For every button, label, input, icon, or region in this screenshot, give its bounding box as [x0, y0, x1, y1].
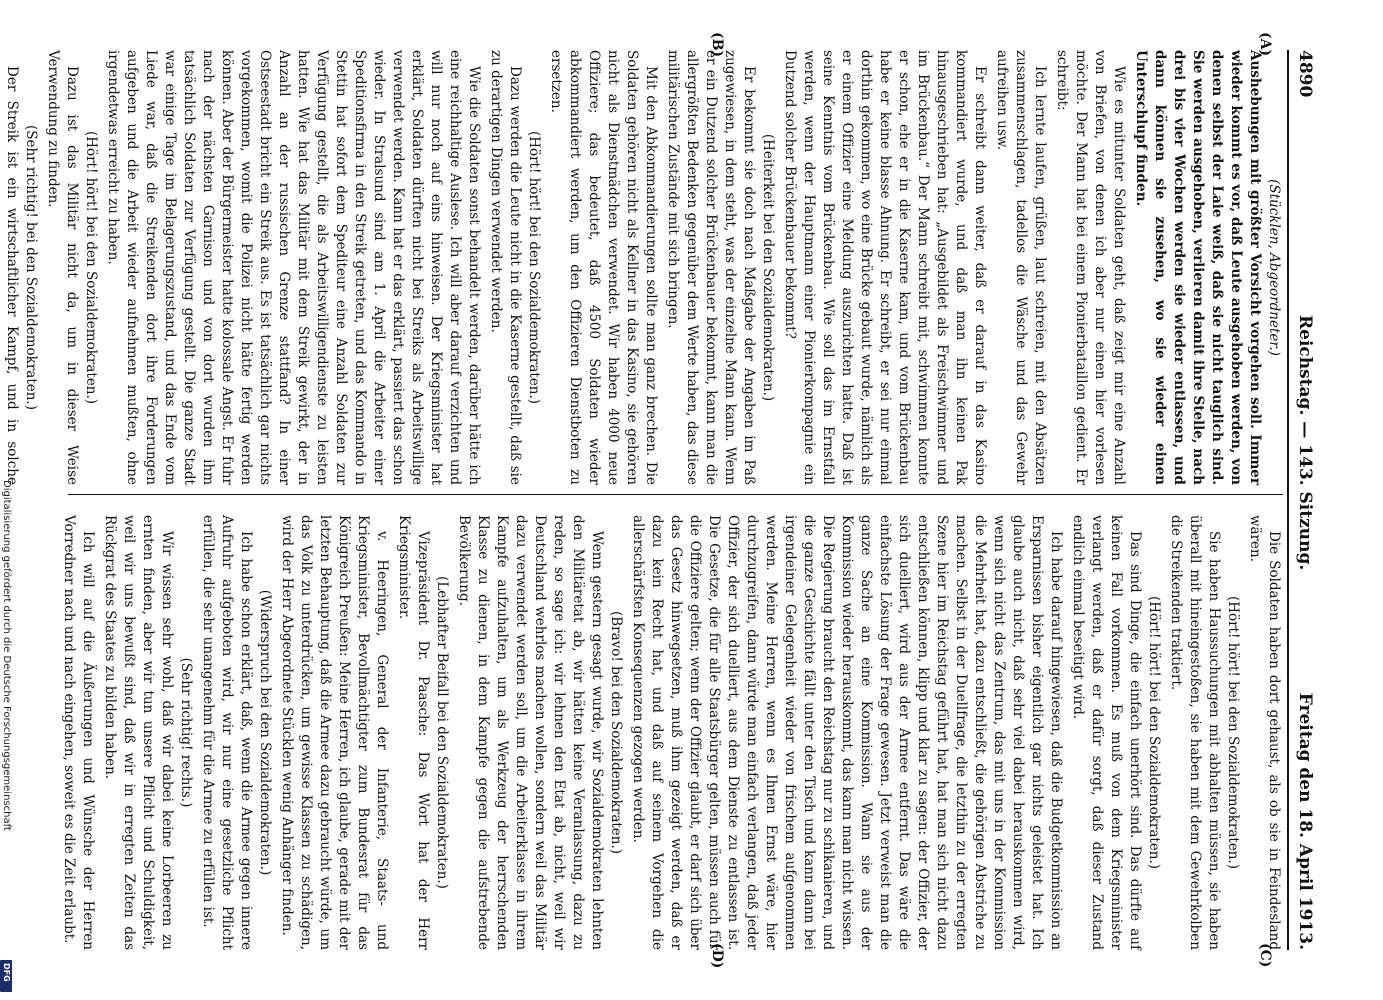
margin-marker-a: (A): [1257, 32, 1273, 57]
margin-marker-b: (B): [709, 32, 725, 58]
interjection: (Hört! hört! bei den Sozialdemokraten.): [83, 130, 99, 405]
paragraph: Er schreibt dann weiter, daß er darauf in das Kasino kommandiert wurde, und daß man ihn keinen Pak hinausgeschrieben hat: „Ausgebildet als Freischwimmer und im Brückenbau.“ Der Mann schreibt mit, schwimmen konnte er schon, ehe er in die Kaserne kam, und vom Brückenbau habe er keine blasse Ahnung. Er schreibt, er sei nur einmal dorthin gekommen, wo eine Brücke gebaut wurde, nämlich als er einem Offizier eine Meldung auszurichten hatte. Daß ist seine Kenntnis vom Brückenbau. Wie soll das im Ernstfall werden, wenn der Hauptmann einer Pionierkompagnie ein Dutzend solcher Brückenbauer bekommt?: [782, 50, 988, 485]
interjection: (Hört! hört! bei den Sozialdemokraten.): [1225, 595, 1241, 870]
interjection: (Hört! hört! bei den Sozialdemokraten.): [526, 130, 542, 405]
interjection: (Heiterkeit bei den Sozialdemokraten.): [760, 133, 776, 402]
dfg-logo: [0, 960, 12, 992]
margin-marker-d: (D): [709, 943, 725, 969]
right-column: [61, 515, 1283, 950]
paragraph: Das sind Dinge, die einfach unerhört sind. Das dürfte auf keinen Fall vorkommen. Es muß von dem Kriegsminister verlangt werden, daß er dafür sorgt, daß dieser Zustand endlich einmal beseitigt wird.: [1070, 515, 1143, 950]
paragraph: Ich habe schon erklärt, daß, wenn die Armee gegen innere Aufruhr aufgeboten wird, wir nur eine gesetzliche Pflicht erfüllen, die sehr unangenehm für die Armee zu erfüllen ist.: [200, 515, 254, 950]
paragraph: Aushebungen mit größter Vorsicht vorgehen soll. Immer wieder kommt es vor, daß Leute ausgehoben werden, von denen selbst der Laie weiß, daß sie nicht tauglich sind. Sie werden ausgehoben, verlieren damit ihre Stelle, nach drei bis vier Wochen werden sie wieder entlassen, und dann können sie zusehen, wo sie wieder einen Unterschlupf finden.: [1133, 50, 1263, 485]
interjection: (Hört! hört! bei den Sozialdemokraten.): [1146, 595, 1162, 870]
left-column: [4, 50, 1283, 485]
paragraph: Wie es mitunter Soldaten geht, daß zeigt mir eine Anzahl von Briefen, von denen ich aber nur einen hier vorlesen möchte. Der Mann hat bei einem Pionierbataillon gedient. Er schreibt:: [1054, 50, 1127, 485]
paragraph: Dazu ist das Militär nicht da, um in dieser Weise Verwendung zu finden.: [45, 50, 80, 485]
paragraph: Wir wissen sehr wohl, daß wir dabei keine Lorbeeren zu ernten finden, aber wir tun unsere Pflicht und Schuldigkeit, weil wir uns bewußt sind, daß wir in erregten Zeiten das Rückgrat des Staates zu bilden haben.: [102, 515, 175, 950]
funding-note-text: Digitalisierung gefördert durch die Deutsche Forschungsgemeinschaft: [1, 480, 12, 831]
interjection: (Sehr richtig! rechts.): [178, 657, 194, 808]
funding-note: [0, 480, 12, 1000]
paragraph: Wie die Soldaten sonst behandelt werden, darüber hätte ich eine reichhaltige Auslese. Ich will aber darauf verzichten und will nur noch auf eins hinweisen. Der Kriegsminister hat erklärt, Soldaten dürften nicht bei Streiks als Arbeitswillige verwendet werden. Kann hat er das erklärt, passiert das schon wieder. In Stralsund sind am 1. April die Arbeiter einer Speditionsfirma in den Streik getreten, und das Kommando in Stettin hat sofort dem Spediteur eine Anzahl Soldaten zur Verfügung gestellt, die als Arbeitswilligendienste zu leisten hatten. Wie hat das Militär mit dem Streik gewirkt, der in Anzahl an der russischen Grenze stattfand? In einer Ostseestadt bricht ein Streik aus. Es ist tatsächlich gar nichts vorgekommen, womit die Polizei nicht hätte fertig werden können. Aber der Bürgermeister hatte kolossale Angst. Er fuhr nach der nächsten Garnison und von dort wurden ihm tatsächlich Soldaten zur Verfügung gestellt. Die ganze Stadt war einige Tage im Belagerungszustand, und das Ende vom Liede war, daß die Streikenden dort ihre Forderungen aufgeben und die Arbeit wieder aufnehmen mußten, ohne irgendetwas erreicht zu haben.: [105, 50, 482, 485]
column-divider: [68, 494, 1283, 495]
session-title: Reichstag. — 143. Sitzung.: [1295, 315, 1315, 571]
interjection: (Bravo! bei den Sozialdemokraten.): [608, 610, 624, 855]
paragraph: Die Soldaten haben dort gehaust, als ob sie in Feindesland wären.: [1247, 515, 1282, 950]
speaker-note: (Stücklen, Abgeordneter.): [1266, 179, 1282, 356]
margin-marker-c: (C): [1257, 943, 1273, 968]
paragraph: Ich habe darauf hingewiesen, daß die Budgetkommission an Ersparnissen bisher eigentlich gar nichts geleistet hat. Ich glaube auch nicht, daß sehr viel dabei herauskommen wird, wenn sich nicht das Zentrum, das mit uns in der Kommission die Mehrheit hat, dazu entschließt, die gehörigen Abstriche zu machen. Selbst in der Duellfrage, die letzthin zu der erregten Szene hier im Reichstag geführt hat, hat man sich nicht dazu entschließen können, klipp und klar zu sagen: der Offizier, der sich duelliert, wird aus der Armee entfernt. Das wäre die einfachste Lösung der Frage gewesen. Jetzt verweist man die ganze Sache an eine Kommission. Wann sie aus der Kommission wieder herauskommt, das kann man nicht wissen. Die Regierung braucht den Reichstag nur zu schikanieren, und die ganze Geschichte fällt unter den Tisch und kann dann bei irgendeiner Gelegenheit wieder von frischem aufgenommen werden. Meine Herren, wenn es Ihnen Ernst wäre, hier durchzugreifen, dann würde man einfach verlangen, daß jeder Offizier, der sich duelliert, aus dem Dienste zu entlassen ist. Die Gesetze, die für alle Staatsbürger gelten, müssen auch für die Offiziere gelten; wenn der Offizier glaubt, er darf sich über das Gesetz hinwegsetzen, muß ihm gezeigt werden, daß er dazu kein Recht hat, und daß auf seinem Vorgehen die allerschärfsten Konsequenzen gezogen werden.: [630, 515, 1064, 950]
paragraph: Er bekommt sie doch nach Maßgabe der Angaben im Paß zugewiesen, in dem steht, was der einzelne Mann kann. Wenn er ein Dutzend solcher Brückenbauer bekommt, kann man die allergrößten Bedenken gegenüber dem Werte haben, das diese militärischen Zustände mit sich bringen.: [665, 50, 757, 485]
session-date: Freitag den 18. April 1913.: [1295, 692, 1315, 950]
page-header: [1287, 50, 1315, 950]
paragraph: Vizepräsident Dr. Paasche: Das Wort hat der Herr Kriegsminister.: [396, 515, 431, 950]
paragraph: Wenn gestern gesagt wurde, wir Sozialdemokraten lehnten den Militäretat ab, wir hätten keine Veranlassung, dazu zu reden, so sage ich: wir lehnen den Etat ab, nicht, weil wir Deutschland wehrlos machen wollen, sondern weil das Militär dazu verwendet werden soll, um die Arbeiterklasse in ihrem Kampfe aufzuhalten, um als Werkzeug der herrschenden Klasse zu dienen, in dem Kampfe gegen die aufstrebende Bevölkerung.: [456, 515, 605, 950]
page-number: 4890: [1295, 50, 1315, 98]
paragraph: v. Heeringen, General der Infanterie, Staats- und Kriegsminister, Bevollmächtigter zum Bundesrat für das Königreich Preußen: Meine Herren, ich glaube, gerade mit der letzten Behauptung, daß die Armee dazu gebraucht würde, um das Volk zu unterdrücken, um gewisse Klassen zu schädigen, wird der Herr Abgeordnete Stücklen wenig Anhänger finden.: [279, 515, 390, 950]
interjection: (Widerspruch bei den Sozialdemokraten.): [257, 589, 273, 876]
paragraph: Mit den Abkommandierungen sollte man ganz brechen. Die Soldaten gehören nicht als Kellner in das Kasino, sie gehören nicht als Dienstmädchen verwendet. Wir haben 4000 neue Offiziere; das bedeutet, daß 4500 Soldaten wieder abkommandiert werden, um den Offizieren Dienstboten zu ersetzen.: [548, 50, 659, 485]
dfg-logo-text: DFG: [2, 963, 11, 982]
paragraph: Der Streik ist ein wirtschaftlicher Kampf, und in solche: [4, 66, 20, 485]
quote-paragraph: Ich lernte laufen, grüßen, laut schreien, mit den Absätzen zusammenschlagen, tadellos die Wäsche und das Gewehr aufreihen usw.: [994, 50, 1048, 485]
paragraph: Ich will auf die Äußerungen und Wünsche der Herren Vorredner nach und nach eingehen, soweit es die Zeit erlaubt.: [61, 515, 96, 950]
paragraph: Dazu werden die Leute nicht in die Kaserne gestellt, daß sie zu derartigen Dingen verwendet werden.: [488, 50, 523, 485]
interjection: (Lebhafter Beifall bei den Sozialdemokraten.): [434, 576, 450, 889]
interjection: (Sehr richtig! bei den Sozialdemokraten.): [23, 124, 39, 410]
paragraph: Sie haben Haussuchungen mit abhalten müssen, sie haben überall mit hineingestoßen, sie haben mit dem Gewehrkolben die Streikenden traktiert.: [1168, 515, 1222, 950]
